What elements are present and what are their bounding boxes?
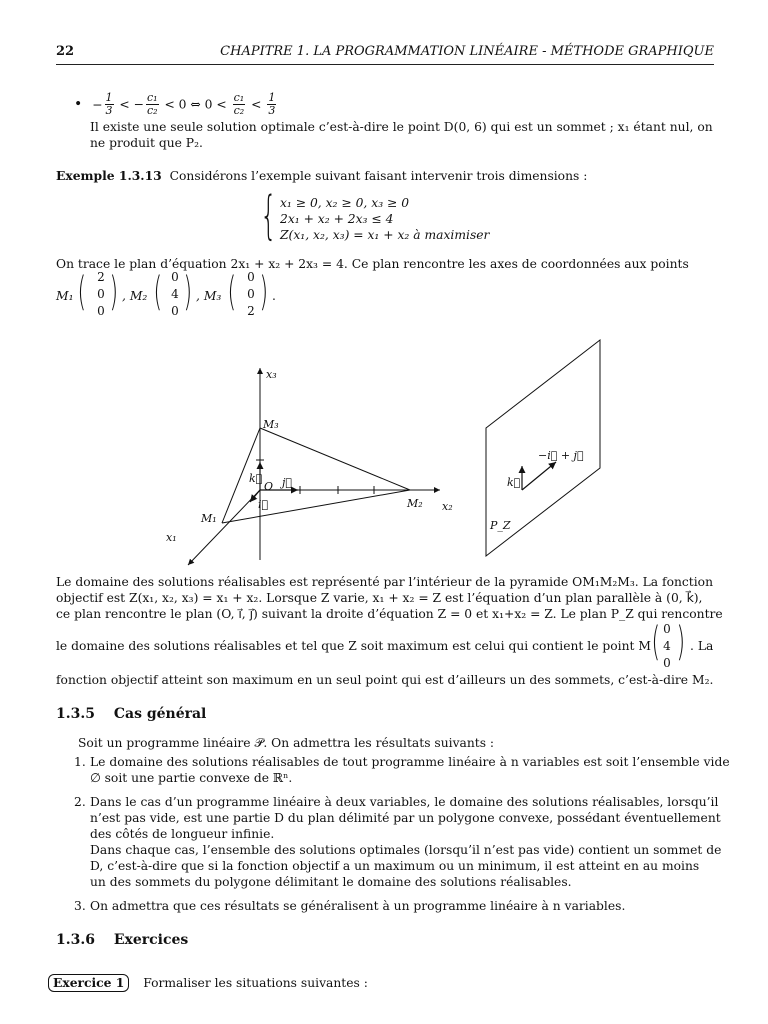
minus-sign: −	[92, 97, 103, 112]
domain-line-5: fonction objectif atteint son maximum en un seul point qui est d’ailleurs un des sommets, c’est-à-dire M₂.	[56, 673, 714, 687]
less-than: <	[251, 97, 262, 112]
plane-direction-label: −i⃗ + j⃗	[538, 449, 584, 462]
constraint-1: x₁ ≥ 0, x₂ ≥ 0, x₃ ≥ 0	[280, 196, 410, 210]
example-text: Considérons l’exemple suivant faisant intervenir trois dimensions :	[169, 169, 588, 183]
bullet-dot: •	[74, 96, 83, 113]
equivalence: < 0 ⇔ 0 <	[164, 97, 227, 112]
exercise-text: Formaliser les situations suivantes :	[143, 976, 368, 990]
fraction: $\frac{\text{c₁}}{\text{c₂}}$	[233, 91, 245, 117]
right-paren: )	[259, 269, 269, 315]
list-item-number: 1.	[74, 755, 86, 769]
vector-entry: 0	[247, 287, 255, 301]
m3-label: , M₃	[196, 289, 222, 303]
section-heading-135	[56, 706, 206, 722]
section-number: 1.3.6	[56, 932, 95, 948]
vector-entry: 4	[171, 287, 179, 301]
exercise-line	[48, 974, 368, 992]
x1-label: x₁	[166, 531, 177, 544]
domain-line-4: le domaine des solutions réalisables et tel que Z soit maximum est celui qui contient le point M	[56, 639, 651, 653]
plane-direction-vector	[522, 462, 556, 490]
domain-line-3: ce plan rencontre le plan (O, i⃗, j⃗) suivant la droite d’équation Z = 0 et x₁+x₂ = Z. Le plan P_Z qui rencontre	[56, 607, 723, 621]
list-item-line: n’est pas vide, est une partie D du plan délimité par un polygone convexe, possédant éventuellement	[90, 811, 721, 825]
list-item-number: 3.	[74, 899, 86, 913]
exercise-label-box: Exercice 1	[48, 974, 129, 992]
bullet-line-2: ne produit que P₂.	[90, 136, 203, 150]
plane-equation-line: On trace le plan d’équation 2x₁ + x₂ + 2x₃ = 4. Ce plan rencontre les axes de coordonnées aux points	[56, 257, 689, 271]
plane-k-label: k⃗	[507, 476, 521, 489]
list-item-line: D, c’est-à-dire que si la fonction objectif a un maximum ou un minimum, il est atteint en au moins	[90, 859, 700, 873]
vector-entry: 2	[247, 304, 255, 318]
vector-entry: 0	[663, 656, 671, 670]
objective-function: Z(x₁, x₂, x₃) = x₁ + x₂ à maximiser	[280, 228, 490, 242]
m2-point-label: M₂	[407, 497, 423, 510]
fraction: $\frac{1}{3}$	[105, 91, 113, 117]
section-title: Cas général	[113, 706, 207, 722]
left-paren: (	[77, 269, 87, 315]
list-item-line: Dans chaque cas, l’ensemble des solutions optimales (lorsqu’il n’est pas vide) contient un sommet de	[90, 843, 722, 857]
fraction: $\frac{\text{c₁}}{\text{c₂}}$	[146, 91, 158, 117]
vector-entry: 4	[663, 639, 671, 653]
fraction: $\frac{1}{3}$	[268, 91, 276, 117]
vector-entry: 0	[247, 270, 255, 284]
running-header: CHAPITRE 1. LA PROGRAMMATION LINÉAIRE - MÉTHODE GRAPHIQUE	[220, 44, 714, 59]
edge-m1-m2	[222, 490, 410, 523]
right-paren: )	[109, 269, 119, 315]
left-brace: {	[260, 186, 277, 246]
vector-entry: 0	[171, 270, 179, 284]
m1-label: M₁	[56, 289, 74, 303]
list-item-line: On admettra que ces résultats se généralisent à un programme linéaire à n variables.	[90, 899, 626, 913]
vector-entry: 2	[97, 270, 105, 284]
list-item-line: ∅ soit une partie convexe de ℝⁿ.	[90, 771, 293, 785]
j-label: j⃗	[282, 476, 293, 489]
left-paren: (	[227, 269, 237, 315]
k-label: k⃗	[249, 472, 263, 485]
pz-label: P_Z	[490, 519, 511, 532]
section-title: Exercices	[113, 932, 189, 948]
vector-entry: 0	[97, 287, 105, 301]
domain-line-1: Le domaine des solutions réalisables est représenté par l’intérieur de la pyramide OM₁M₂M₃. La fonction	[56, 575, 713, 589]
m2-label: , M₂	[122, 289, 148, 303]
origin-label: O	[264, 480, 274, 493]
constraint-2: 2x₁ + x₂ + 2x₃ ≤ 4	[280, 212, 394, 226]
page-number: 22	[56, 44, 75, 59]
right-paren: )	[183, 269, 193, 315]
domain-line-2: objectif est Z(x₁, x₂, x₃) = x₁ + x₂. Lorsque Z varie, x₁ + x₂ = Z est l’équation d’un plan parallèle à (0, k⃗),	[56, 591, 703, 605]
domain-line-4-end: . La	[690, 639, 714, 653]
less-than: <	[119, 97, 130, 112]
x3-label: x₃	[266, 368, 277, 381]
m3-point-label: M₃	[263, 418, 279, 431]
left-paren: (	[153, 269, 163, 315]
section-heading-136	[56, 932, 188, 948]
vector-entry: 0	[171, 304, 179, 318]
list-item-number: 2.	[74, 795, 86, 809]
m1-point-label: M₁	[201, 512, 217, 525]
x1-axis	[188, 490, 260, 565]
vector-entry: 0	[663, 622, 671, 636]
i-label: i⃗	[258, 498, 269, 511]
x2-label: x₂	[442, 500, 453, 513]
right-paren: )	[676, 619, 686, 665]
bullet-line-1: Il existe une seule solution optimale c’est-à-dire le point D(0, 6) qui est un sommet ; x₁ étant nul, on	[90, 120, 713, 134]
list-item-line: Dans le cas d’un programme linéaire à deux variables, le domaine des solutions réalisables, lorsqu’il	[90, 795, 719, 809]
list-item-line: un des sommets du polygone délimitant le domaine des solutions réalisables.	[90, 875, 572, 889]
minus-sign: −	[133, 97, 144, 112]
list-item-line: des côtés de longueur infinie.	[90, 827, 275, 841]
example-label: Exemple 1.3.13	[56, 168, 162, 183]
left-paren: (	[651, 619, 661, 665]
list-item-line: Le domaine des solutions réalisables de tout programme linéaire à n variables est soit l’ensemble vide	[90, 755, 730, 769]
vector-entry: 0	[97, 304, 105, 318]
period: .	[272, 289, 276, 303]
section-intro: Soit un programme linéaire 𝒫. On admettra les résultats suivants :	[78, 736, 495, 750]
section-number: 1.3.5	[56, 706, 95, 722]
